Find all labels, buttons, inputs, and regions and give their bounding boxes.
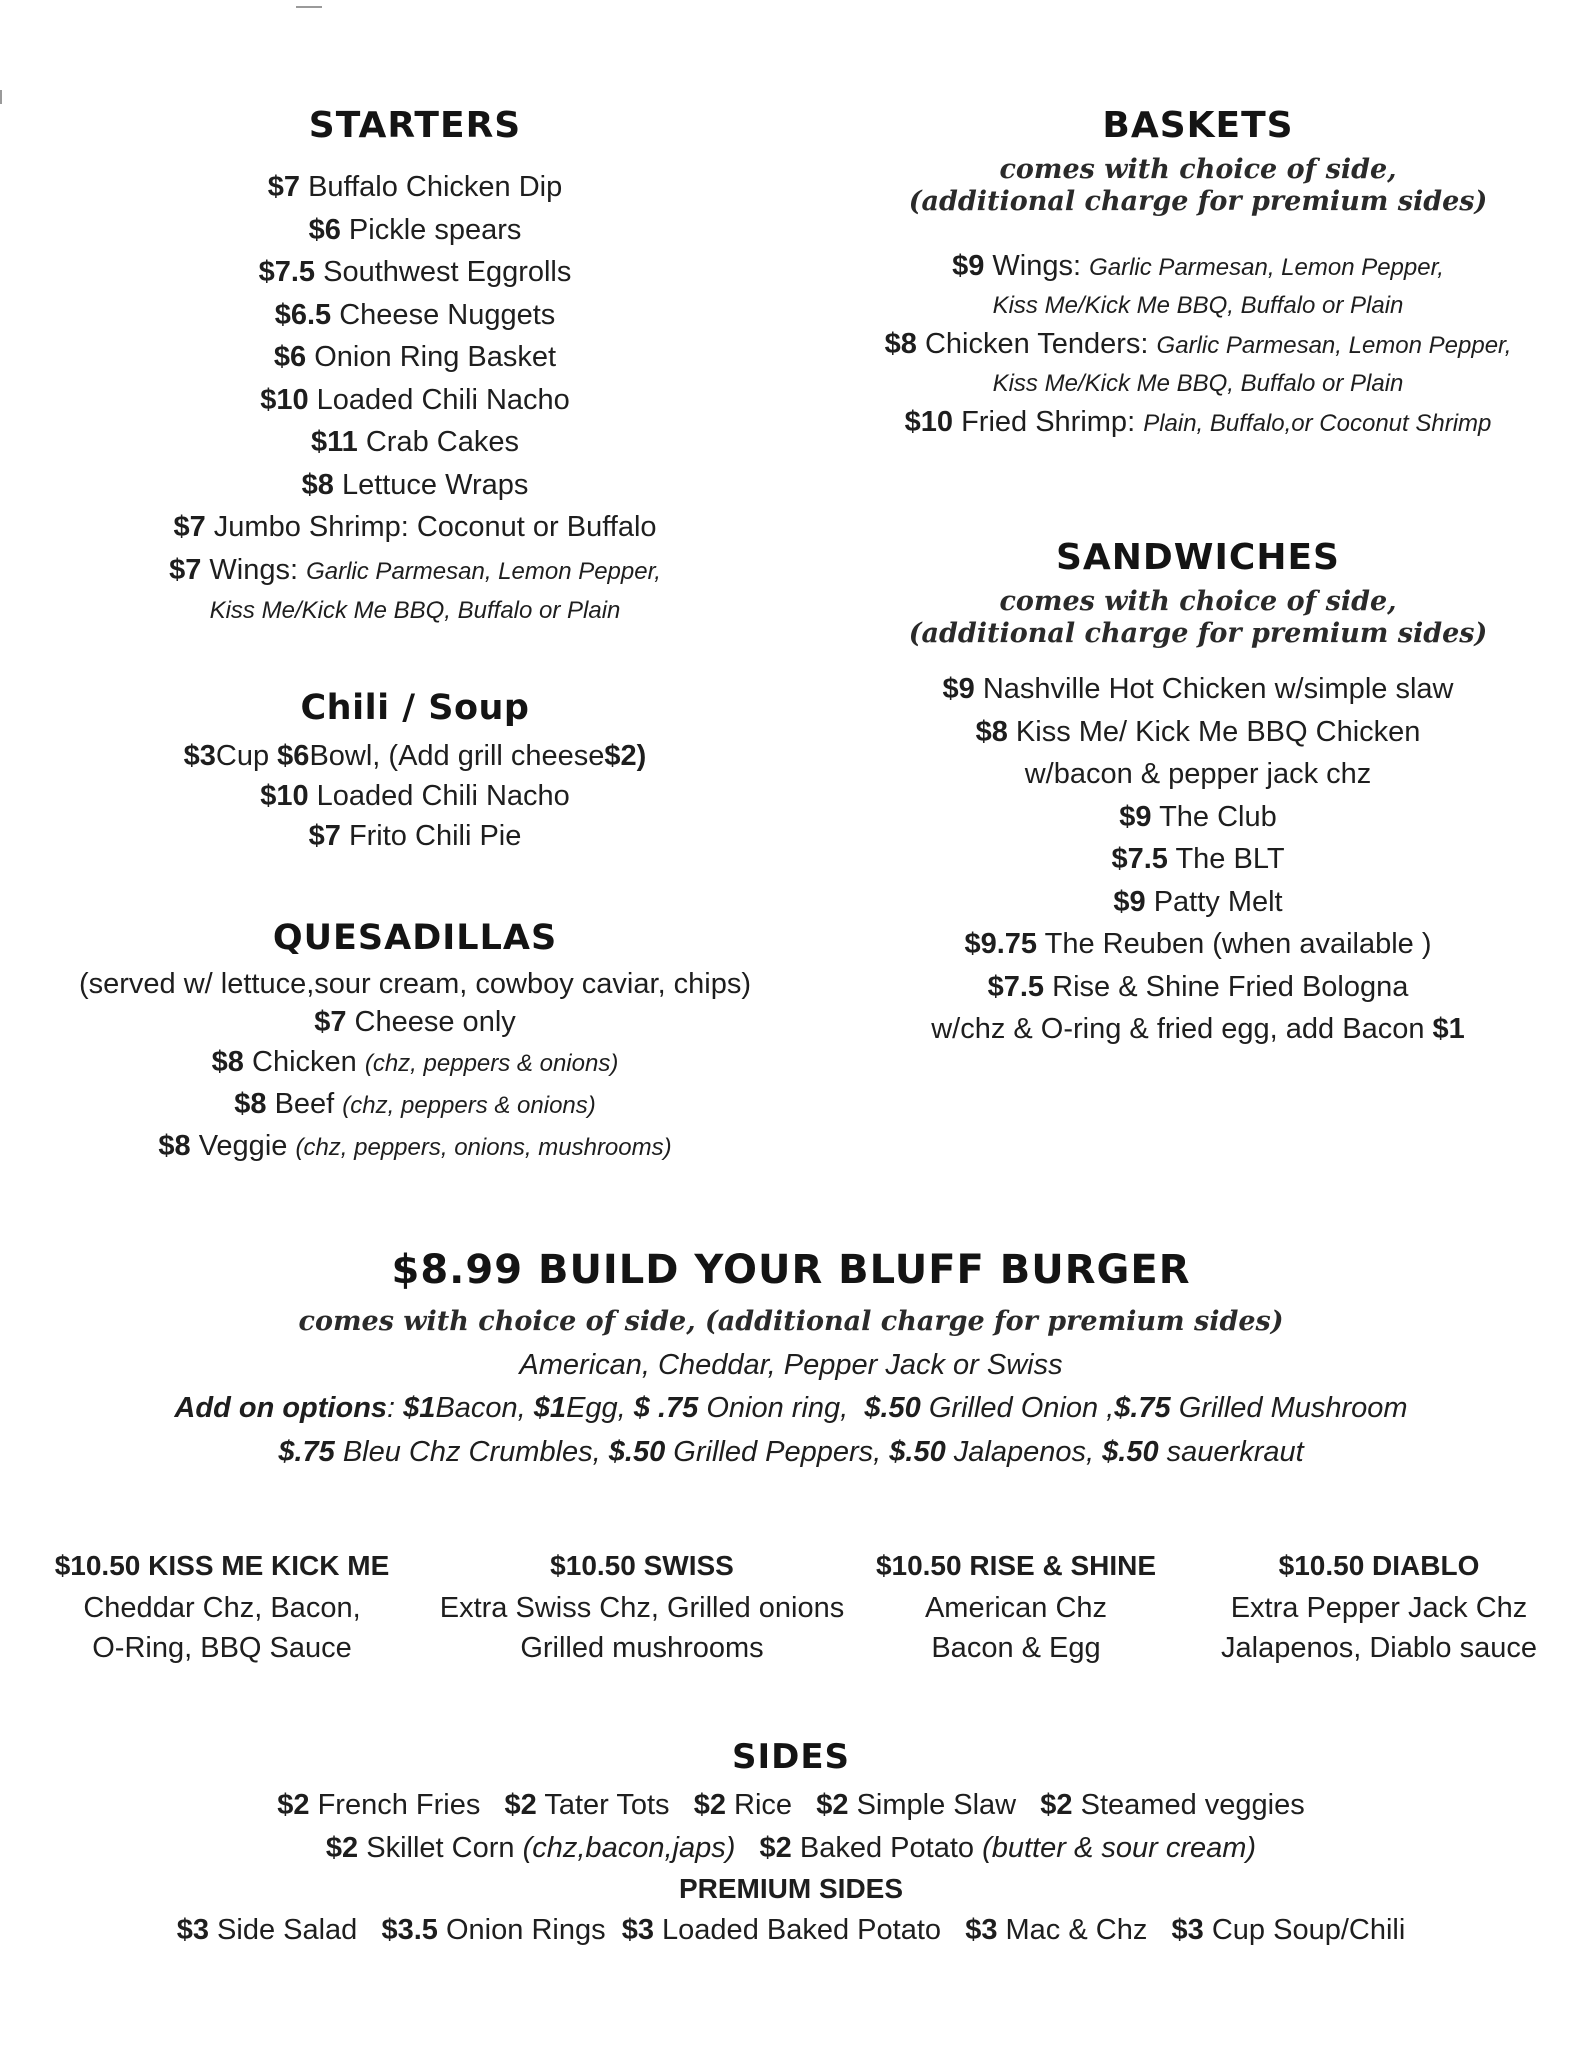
item-price: $6.5	[274, 298, 332, 331]
burger-cheeses	[20, 1344, 1562, 1386]
sandwiches-section	[820, 530, 1576, 1051]
burger-heading: $8.99 BUILD YOUR BLUFF BURGER	[391, 1247, 1191, 1293]
item-name: w/chz & O-ring & fried egg, add Bacon	[931, 1013, 1425, 1045]
side-description: (chz,bacon,japs)	[522, 1831, 736, 1864]
item-price: $9	[1113, 885, 1146, 918]
quesadillas-item	[20, 1084, 810, 1126]
starters-item	[20, 166, 810, 209]
item-name: The Club	[1159, 800, 1277, 833]
sandwiches-item	[820, 668, 1576, 711]
sides-section	[20, 1730, 1562, 1952]
starters-item	[20, 464, 810, 507]
item-description: Plain, Buffalo,or Coconut Shrimp	[1143, 410, 1492, 437]
side-price: $2	[325, 1831, 359, 1864]
starters-item	[20, 421, 810, 464]
addon-name: Grilled Peppers,	[673, 1436, 882, 1468]
addon-name: Bleu Chz Crumbles,	[342, 1436, 601, 1468]
item-name: Crab Cakes	[365, 426, 519, 458]
specialty-burger	[432, 1544, 852, 1668]
side-price: $3	[621, 1914, 654, 1946]
cup-label: Cup	[215, 740, 270, 772]
item-name: Onion Ring Basket	[314, 341, 557, 373]
item-description: (chz, peppers & onions)	[364, 1050, 619, 1077]
side-price: $2	[759, 1831, 792, 1864]
addon-name: Grilled Mushroom	[1178, 1392, 1408, 1424]
item-name: Chicken	[252, 1046, 357, 1078]
side-name: Baked Potato	[799, 1831, 975, 1864]
item-price: $10	[260, 383, 309, 416]
side-price: $3	[1171, 1914, 1204, 1946]
scan-mark	[0, 90, 2, 104]
baskets-item	[820, 324, 1576, 366]
starters-item	[20, 506, 810, 549]
specialty-line: Extra Pepper Jack Chz	[1230, 1592, 1528, 1624]
starters-item	[20, 251, 810, 294]
item-price: $8	[975, 715, 1008, 748]
item-name: Cheese Nuggets	[339, 298, 556, 331]
quesadillas-item	[20, 1126, 810, 1168]
side-description: (butter & sour cream)	[982, 1831, 1257, 1864]
item-name: The Reuben (when available )	[1044, 928, 1432, 960]
item-name: Rise & Shine Fried Bologna	[1052, 970, 1409, 1003]
item-description-continued: Kiss Me/Kick Me BBQ, Buffalo or Plain	[992, 370, 1404, 397]
side-name: Skillet Corn	[366, 1831, 515, 1864]
item-price: $9	[1119, 800, 1152, 833]
side-name: Loaded Baked Potato	[662, 1914, 942, 1946]
sandwiches-item	[820, 881, 1576, 924]
item-name: Lettuce Wraps	[341, 468, 529, 501]
quesadillas-item	[20, 1042, 810, 1084]
item-name: Buffalo Chicken Dip	[308, 171, 563, 203]
item-description: Garlic Parmesan, Lemon Pepper,	[1089, 254, 1444, 281]
addon-price: $.50	[864, 1392, 921, 1424]
side-price: $3.5	[381, 1914, 438, 1946]
specialty-line: Bacon & Egg	[931, 1632, 1101, 1664]
item-price: $6	[273, 341, 307, 373]
side-name: Tater Tots	[544, 1789, 670, 1821]
bowl-price: $6	[277, 740, 310, 772]
quesadillas-note: (served w/ lettuce,sour cream, cowboy caviar, chips)	[78, 968, 752, 1000]
specialty-burger	[856, 1544, 1176, 1668]
side-price: $2	[504, 1789, 537, 1821]
item-price: $11	[311, 426, 358, 458]
chili-soup-item	[20, 816, 810, 856]
specialty-burger	[22, 1544, 422, 1668]
item-name: Beef	[274, 1088, 335, 1120]
item-name: Cheese only	[354, 1006, 516, 1038]
sandwiches-subtitle-2: (additional charge for premium sides)	[908, 618, 1488, 649]
item-price: $7	[169, 553, 202, 586]
item-description-continued: Kiss Me/Kick Me BBQ, Buffalo or Plain	[992, 292, 1404, 319]
starters-heading: STARTERS	[308, 105, 522, 146]
item-price: $8	[234, 1088, 267, 1120]
item-price: $10	[904, 406, 954, 438]
specialty-line: American Chz	[924, 1592, 1108, 1624]
addon-label: Add on options	[174, 1392, 388, 1424]
item-name: Veggie	[198, 1130, 288, 1162]
baskets-subtitle: comes with choice of side,	[999, 154, 1397, 185]
item-name: Nashville Hot Chicken w/simple slaw	[982, 673, 1454, 705]
premium-sides-heading: PREMIUM SIDES	[678, 1873, 904, 1904]
sandwiches-item	[820, 711, 1576, 754]
side-name: Mac & Chz	[1005, 1914, 1148, 1946]
specialty-title: $10.50 SWISS	[550, 1550, 734, 1581]
specialty-line: O-Ring, BBQ Sauce	[92, 1632, 352, 1664]
sides-row	[20, 1784, 1562, 1827]
addon-price: $1	[533, 1392, 567, 1424]
item-price: $7.5	[258, 256, 316, 288]
specialty-burger	[1194, 1544, 1564, 1668]
item-price: $8	[301, 468, 334, 501]
item-name: Wings:	[992, 250, 1082, 282]
item-price: $7	[267, 171, 301, 203]
side-name: Cup Soup/Chili	[1211, 1914, 1406, 1946]
item-name: Loaded Chili Nacho	[316, 780, 570, 812]
chili-soup-cup-bowl	[20, 736, 810, 776]
addon-name: Egg,	[566, 1392, 626, 1424]
item-price: $7	[308, 820, 341, 852]
item-price: $8	[211, 1046, 244, 1078]
item-description: Garlic Parmesan, Lemon Pepper,	[306, 557, 661, 585]
addon-price: $.50	[608, 1436, 666, 1468]
item-price: $7.5	[1111, 843, 1168, 875]
addon-price: $.75	[278, 1436, 335, 1468]
item-price: $7	[173, 511, 206, 543]
side-price: $2	[816, 1789, 849, 1821]
addon-price: $ .75	[633, 1392, 699, 1424]
item-price: $7	[314, 1006, 347, 1038]
premium-sides-row	[20, 1909, 1562, 1952]
specialty-line: Grilled mushrooms	[520, 1632, 764, 1664]
item-name: The BLT	[1175, 843, 1285, 875]
specialty-line: Extra Swiss Chz, Grilled onions	[439, 1592, 845, 1624]
item-description: (chz, peppers, onions, mushrooms)	[295, 1134, 672, 1161]
addon-price: $1	[403, 1392, 436, 1424]
item-price: $9.75	[964, 928, 1038, 960]
addon-price: $.50	[1102, 1436, 1159, 1468]
baskets-subtitle-2: (additional charge for premium sides)	[908, 186, 1488, 217]
item-name: Jumbo Shrimp: Coconut or Buffalo	[213, 511, 657, 543]
item-price: $8	[158, 1130, 191, 1162]
side-price: $2	[277, 1789, 310, 1821]
specialty-title: $10.50 KISS ME KICK ME	[54, 1550, 390, 1581]
grill-cheese-price: $2)	[604, 740, 647, 772]
sides-row	[20, 1827, 1562, 1870]
scan-mark	[296, 6, 322, 8]
sandwiches-item	[820, 796, 1576, 839]
baskets-item	[820, 402, 1576, 444]
quesadillas-section	[20, 910, 810, 1168]
starters-section	[20, 98, 810, 629]
cheese-options: American, Cheddar, Pepper Jack or Swiss	[519, 1349, 1063, 1381]
quesadillas-item	[20, 1002, 810, 1042]
baskets-section	[820, 98, 1576, 444]
sandwiches-item-continued	[820, 753, 1576, 796]
item-price: $6	[308, 213, 341, 246]
item-price: $10	[260, 780, 309, 812]
item-name: Frito Chili Pie	[348, 820, 522, 852]
sandwiches-item-continued	[820, 1008, 1576, 1051]
baskets-item	[820, 246, 1576, 288]
addon-name: sauerkraut	[1166, 1436, 1304, 1468]
item-description-continued: Kiss Me/Kick Me BBQ, Buffalo or Plain	[209, 597, 621, 624]
starters-item	[20, 209, 810, 252]
item-name: w/bacon & pepper jack chz	[1024, 758, 1372, 790]
item-price: $8	[884, 328, 917, 360]
item-name: Fried Shrimp:	[961, 406, 1136, 438]
cup-price: $3	[183, 740, 216, 772]
item-name: Loaded Chili Nacho	[316, 383, 570, 416]
side-name: Side Salad	[217, 1914, 358, 1946]
specialty-line: Jalapenos, Diablo sauce	[1221, 1632, 1537, 1664]
addon-name: Jalapenos,	[953, 1436, 1095, 1468]
starters-item	[20, 294, 810, 337]
side-name: Onion Rings	[446, 1914, 606, 1946]
sides-heading: SIDES	[731, 1737, 851, 1777]
addon-name: Bacon,	[435, 1392, 526, 1424]
addon-price: $.50	[889, 1436, 946, 1468]
item-name: Kiss Me/ Kick Me BBQ Chicken	[1015, 715, 1421, 748]
sandwiches-subtitle: comes with choice of side,	[999, 586, 1397, 617]
item-name: Chicken Tenders:	[924, 328, 1149, 360]
side-price: $3	[965, 1914, 998, 1946]
starters-item	[20, 336, 810, 379]
grill-cheese-note: (Add grill cheese	[388, 740, 605, 772]
starters-item	[20, 549, 810, 594]
side-name: Steamed veggies	[1080, 1789, 1305, 1821]
sandwiches-heading: SANDWICHES	[1056, 537, 1340, 578]
starters-item	[20, 379, 810, 422]
item-price: $7.5	[987, 970, 1045, 1003]
item-name: Patty Melt	[1153, 885, 1283, 918]
burger-addons-row: Add on options: $1Bacon, $1Egg, $ .75 Onion ring, $.50 Grilled Onion ,$.75 Grilled Mushroom	[174, 1392, 1408, 1424]
item-name: Pickle spears	[348, 213, 522, 246]
burger-addons-row	[20, 1430, 1562, 1474]
quesadillas-heading: QUESADILLAS	[272, 918, 558, 958]
item-name: Southwest Eggrolls	[323, 256, 572, 288]
specialty-title: $10.50 DIABLO	[1278, 1550, 1480, 1581]
burger-subtitle: comes with choice of side, (additional charge for premium sides)	[298, 1306, 1284, 1337]
item-description: (chz, peppers & onions)	[342, 1092, 596, 1119]
sandwiches-item	[820, 966, 1576, 1009]
addon-price: $.75	[1114, 1392, 1171, 1424]
side-price: $3	[176, 1914, 209, 1946]
addon-name: Grilled Onion ,	[928, 1392, 1115, 1424]
item-description: Garlic Parmesan, Lemon Pepper,	[1156, 332, 1512, 359]
sandwiches-item	[820, 923, 1576, 966]
item-name: Wings:	[209, 553, 299, 586]
side-price: $2	[693, 1789, 726, 1821]
item-price: $1	[1432, 1013, 1465, 1045]
chili-soup-item	[20, 776, 810, 816]
side-name: Rice	[734, 1789, 793, 1821]
chili-soup-section	[20, 680, 810, 856]
burger-section	[20, 1240, 1562, 1474]
specialty-line: Cheddar Chz, Bacon,	[83, 1592, 361, 1624]
bowl-label: Bowl,	[309, 740, 381, 772]
item-price: $9	[942, 673, 975, 705]
side-name: French Fries	[317, 1789, 481, 1821]
baskets-heading: BASKETS	[1102, 105, 1294, 146]
addon-name: Onion ring,	[706, 1392, 849, 1424]
side-name: Simple Slaw	[856, 1789, 1017, 1821]
specialty-title: $10.50 RISE & SHINE	[875, 1550, 1157, 1581]
item-price: $9	[952, 250, 985, 282]
chili-soup-heading: Chili / Soup	[300, 688, 530, 728]
sandwiches-item	[820, 838, 1576, 881]
side-price: $2	[1040, 1789, 1073, 1821]
